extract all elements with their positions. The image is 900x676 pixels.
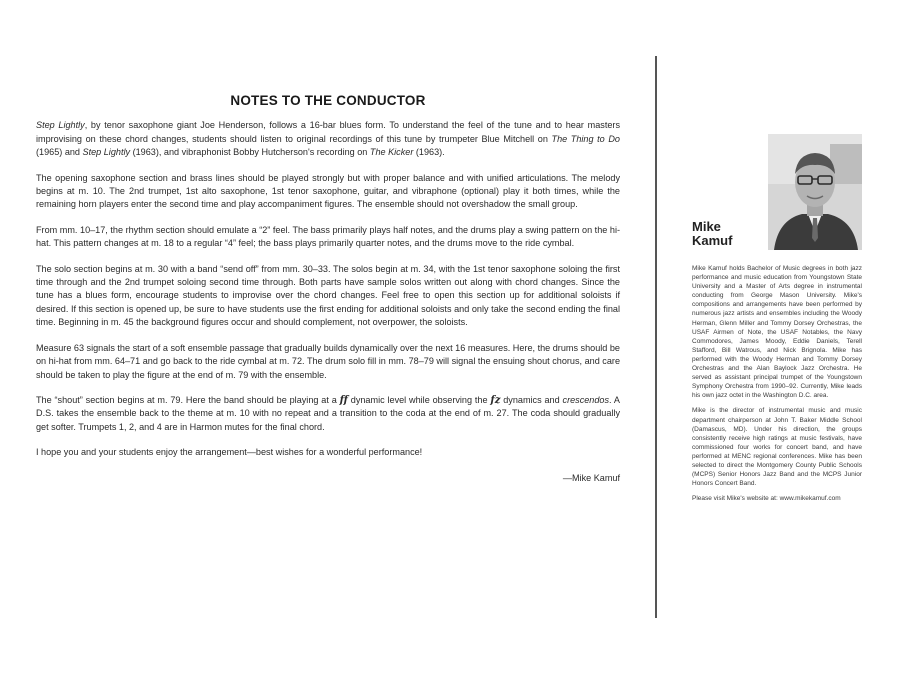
text-span: dynamic level while observing the xyxy=(347,394,491,405)
conductor-notes xyxy=(36,90,620,497)
author-last-name: Kamuf xyxy=(692,233,733,248)
text-span: . A D.S. takes the ensemble back to the theme at m. 10 with no repeat and a transition to the coda at the end of m. 27. The coda should gradually get softer. Trumpets 1, 2, and 4 are in Harmon mutes for the final chord. xyxy=(36,394,620,432)
paragraph-rhythm: From mm. 10–17, the rhythm section should emulate a “2” feel. The bass primarily plays half notes, and the drums play a swing pattern on the hi-hat. This pattern changes at m. 18 to a regular “4” feel; the bass plays primarily quarter notes, and the drums move to the ride cymbal. xyxy=(36,224,620,249)
paragraph-intro xyxy=(36,119,620,159)
bio-paragraph: Mike Kamuf holds Bachelor of Music degrees in both jazz performance and music education from Youngstown State University and a Master of Arts degree in instrumental conducting from George Mason University. Mike's compositions and arrangements have been performed by numerous jazz artists and ensembles including the Woody Herman, Glenn Miller and Tommy Dorsey Orchestras, the USAF Airmen of Note, the USAF Notables, the Navy Commodores, James Moody, Eddie Daniels, Terell Stafford, Bill Watrous, and Nick Brignola. Mike has performed with the Woody Herman and Tommy Dorsey Orchestras and the Alan Baylock Jazz Orchestra. He served as assistant principal trumpet of the Youngstown Symphony Orchestra from 1990–92. Currently, Mike leads his own jazz octet in the Washington D.C. area. xyxy=(692,265,862,400)
author-name xyxy=(692,220,762,248)
dynamic-marking-fz: fz xyxy=(490,394,501,406)
text-span: dynamics and xyxy=(500,394,563,405)
crescendo-term: crescendos xyxy=(562,394,610,405)
paragraph-ensemble: Measure 63 signals the start of a soft ensemble passage that gradually builds dynamically over the next 16 measures. Here, the drums should be on hi-hat from mm. 64–71 and go back to the ride cymbal at m. 72. The drum solo fill in mm. 78–79 will signal the ensuing shout chorus, and care should be taken to play the figure at the end of m. 79 with the ensemble. xyxy=(36,342,620,380)
page-title: NOTES TO THE CONDUCTOR xyxy=(230,93,426,108)
text-span: (1963). xyxy=(413,147,445,158)
dynamic-marking-ff: ff xyxy=(339,394,348,406)
author-bio xyxy=(692,264,862,509)
author-photo xyxy=(768,134,862,250)
author-first-name: Mike xyxy=(692,219,721,234)
author-portrait-image xyxy=(768,134,862,250)
album-title: The Kicker xyxy=(369,147,414,158)
album-title: The Thing to Do xyxy=(551,133,620,144)
bio-paragraph: Mike is the director of instrumental music and music department chairperson at John T. Baker Middle School (Damascus, MD). Under his direction, the groups consistently receive high ratings at music festivals, have commissioned four works for concert band, and have performed at MENC regional conferences. Mike has been selected to direct the Montgomery County Public Schools (MCPS) Senior Honors Jazz Band and the MCPS Junior Honors Concert Band. xyxy=(692,407,862,488)
paragraph-shout xyxy=(36,394,620,434)
text-span: (1965) and xyxy=(36,147,83,158)
column-divider xyxy=(655,56,657,618)
paragraph-opening: The opening saxophone section and brass lines should be played strongly but with proper balance and with unified articulations. The melody begins at m. 10. The 2nd trumpet, 1st alto saxophone, 1st tenor saxophone, guitar, and vibraphone (optional) play it both times, while the remaining horn players enter the second time and play accompaniment figures. The ensemble should not overshadow the small group. xyxy=(36,172,620,210)
text-span: (1963), and vibraphonist Bobby Hutcherson's recording on xyxy=(130,147,370,158)
signature: —Mike Kamuf xyxy=(562,472,620,483)
tune-title: Step Lightly xyxy=(36,120,85,131)
album-title: Step Lightly xyxy=(82,147,131,158)
paragraph-solo: The solo section begins at m. 30 with a band “send off” from mm. 30–33. The solos begin at m. 34, with the 1st tenor saxophone soloing the first time through and the 2nd trumpet soloing second time through. Both parts have sample solos written out along with chord changes. Since the tune has a blues form, encourage students to improvise over the chord changes. Feel free to open this section up for additional soloists if desired. If this section is opened up, be sure to have students use the first ending for additional soloists and only take the second ending the final time. Beginning in m. 45 the background figures occur and should complement, not overpower, the soloists. xyxy=(36,263,620,328)
bio-website: Please visit Mike's website at: www.mikekamuf.com xyxy=(692,495,841,503)
paragraph-closing: I hope you and your students enjoy the arrangement—best wishes for a wonderful performance! xyxy=(36,447,423,458)
text-span: , by tenor saxophone giant Joe Henderson, follows a 16-bar blues form. To understand the feel of the tune and to hear masters improvising on these chord changes, students should listen to original recordings of this tune by trumpeter Blue Mitchell on xyxy=(36,120,620,144)
text-span: The “shout” section begins at m. 79. Here the band should be playing at a xyxy=(36,394,340,405)
